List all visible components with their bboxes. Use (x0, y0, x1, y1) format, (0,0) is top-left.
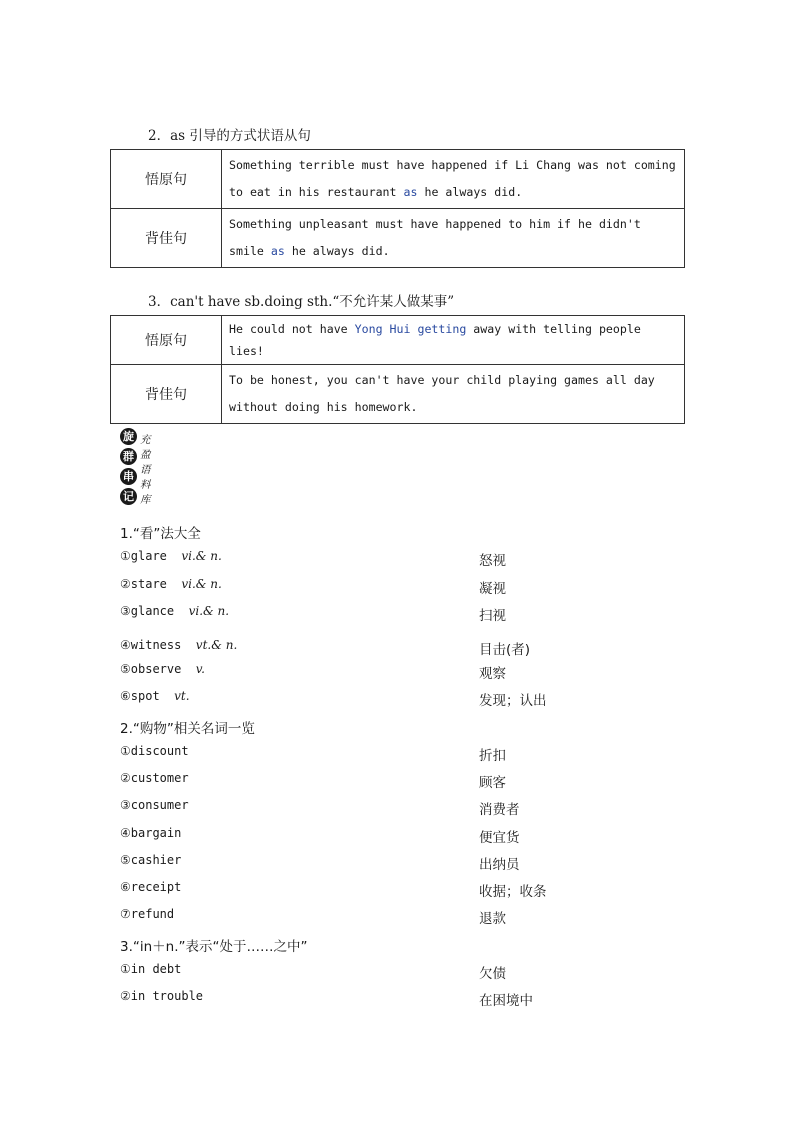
section-3-heading: 3．can't have sb.doing sth.“不允许某人做某事” (148, 294, 455, 310)
example-sentence: Something unpleasant must have happened to him if he didn't smile as he always did. (222, 209, 685, 268)
badge-char: 记 (120, 488, 137, 505)
row-label: 背佳句 (111, 365, 222, 424)
example-sentence: He could not have Yong Hui getting away with telling people lies! (222, 316, 685, 365)
highlight-word: as (403, 185, 418, 199)
vocab-group-title: 3.“in＋n.”表示“处于……之中” (120, 939, 308, 955)
vocab-item: ③glance vi.& n. 扫视 (120, 604, 506, 624)
vocab-item: ④bargain 便宜货 (120, 826, 520, 846)
vocab-item: ⑦refund 退款 (120, 907, 506, 927)
vocab-group-title: 2.“购物”相关名词一览 (120, 721, 255, 737)
badge-char: 串 (120, 468, 137, 485)
example-sentence: Something terrible must have happened if Li Chang was not coming to eat in his restaurant as he always did. (222, 150, 685, 209)
badge-side-char: 盈 (140, 449, 151, 461)
vocab-item: ③consumer 消费者 (120, 798, 520, 818)
section-2-table (110, 149, 685, 268)
badge-char: 旋 (120, 428, 137, 445)
vocab-item: ⑤observe v. 观察 (120, 662, 506, 682)
vocab-item: ②in trouble 在困境中 (120, 989, 533, 1009)
section-2-heading: 2．as 引导的方式状语从句 (148, 128, 311, 144)
section-3-table (110, 315, 685, 424)
vocab-item: ⑥spot vt. 发现；认出 (120, 689, 547, 709)
highlight-phrase: Yong Hui getting (354, 322, 467, 336)
vocab-item: ①in debt 欠债 (120, 962, 506, 982)
badge-side-char: 料 (140, 479, 151, 491)
badge-side-char: 库 (140, 494, 151, 506)
badge-char: 群 (120, 448, 137, 465)
row-label: 悟原句 (111, 150, 222, 209)
row-label: 悟原句 (111, 316, 222, 365)
example-sentence: To be honest, you can't have your child playing games all day without doing his homework. (222, 365, 685, 424)
vocab-item: ①glare vi.& n. 怒视 (120, 549, 506, 569)
highlight-word: as (270, 244, 285, 258)
badge-side-char: 语 (140, 464, 151, 476)
vocab-item: ⑤cashier 出纳员 (120, 853, 520, 873)
vocab-item: ②stare vi.& n. 凝视 (120, 577, 506, 597)
vocab-group-title: 1.“看”法大全 (120, 526, 201, 542)
vocab-item: ②customer 顾客 (120, 771, 506, 791)
vocab-item: ④witness vt.& n. 目击(者) (120, 638, 531, 658)
vocab-item: ⑥receipt 收据；收条 (120, 880, 547, 900)
vocab-item: ①discount 折扣 (120, 744, 506, 764)
badge-side-char: 充 (140, 434, 151, 446)
row-label: 背佳句 (111, 209, 222, 268)
